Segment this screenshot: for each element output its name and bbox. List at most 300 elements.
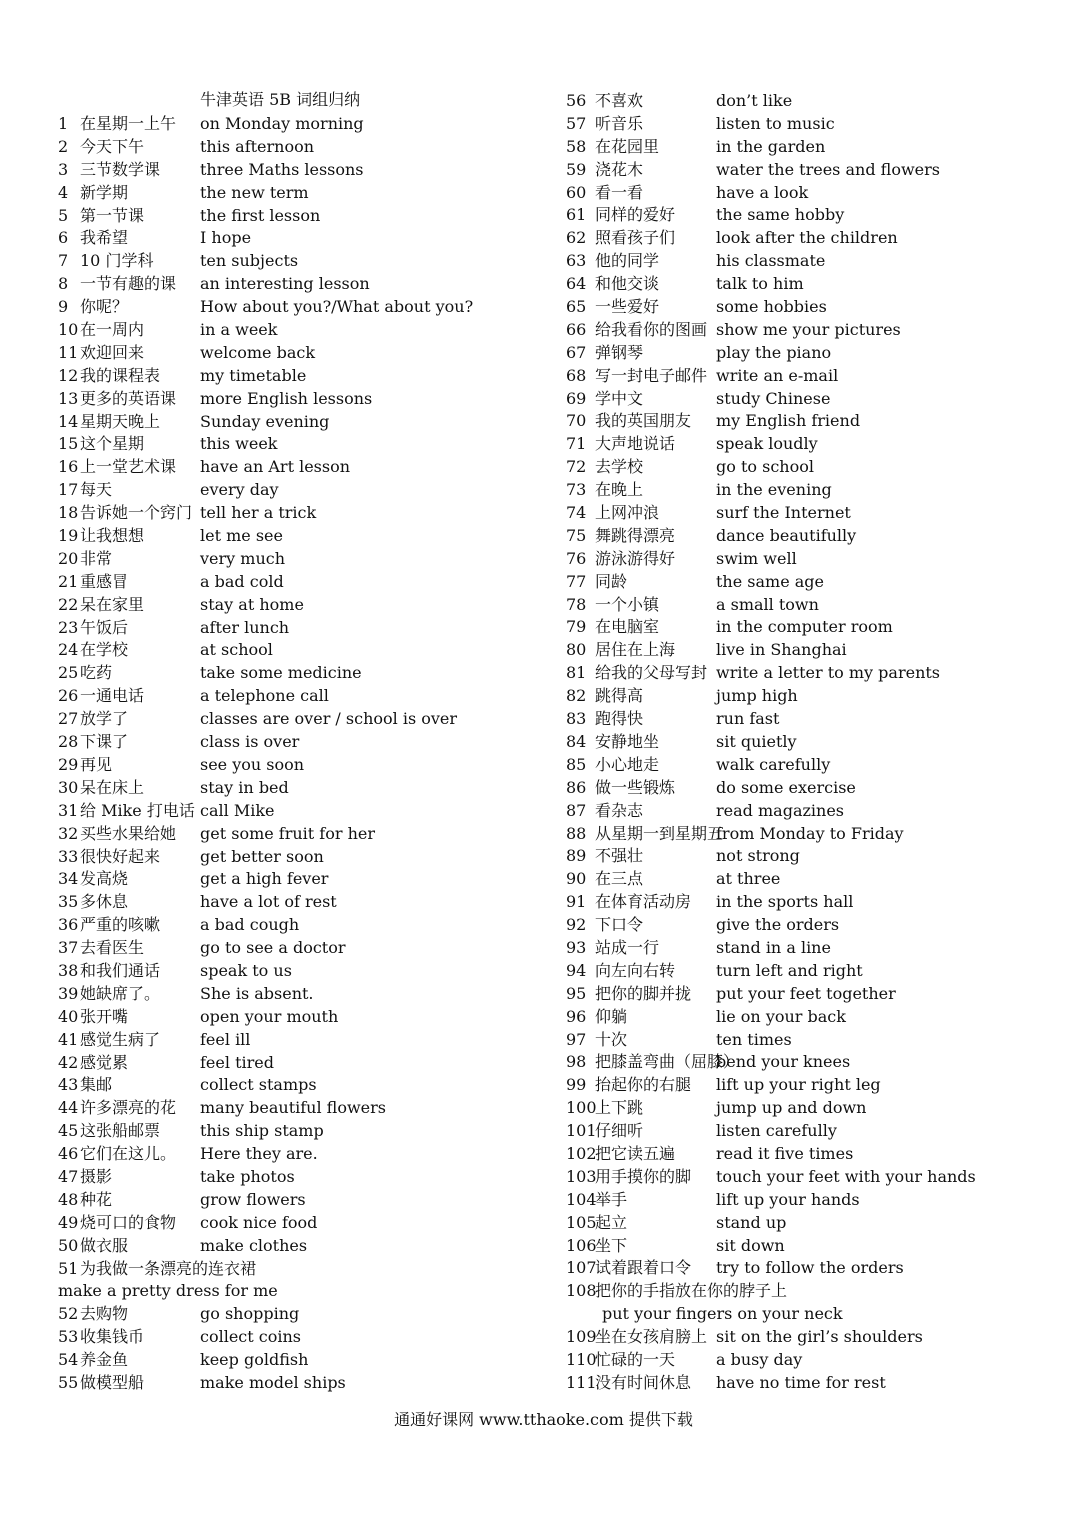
vocab-row [58,502,528,525]
chinese-phrase: 把膝盖弯曲（屈膝） [595,1052,740,1072]
english-phrase: see you soon [200,754,305,774]
vocab-row [58,1280,528,1303]
item-number: 86 [566,777,587,797]
chinese-phrase: 跳得高 [595,686,644,706]
item-number: 94 [566,960,587,980]
item-number: 41 [58,1029,79,1049]
chinese-phrase: 放学了 [80,709,129,729]
item-number: 92 [566,915,587,935]
chinese-phrase: 种花 [80,1189,113,1209]
vocab-row [58,571,528,594]
vocab-row [58,1120,528,1143]
chinese-phrase: 我的英国朋友 [595,411,692,431]
vocab-row [58,296,528,319]
chinese-phrase: 让我想想 [80,526,145,546]
chinese-phrase: 新学期 [80,182,129,202]
english-phrase: a small town [716,594,819,614]
vocab-row [566,1372,1046,1395]
item-number: 15 [58,434,79,454]
vocab-row [566,227,1046,250]
english-phrase: his classmate [716,251,826,271]
vocab-row [566,685,1046,708]
english-phrase: this afternoon [200,136,315,156]
english-phrase: read it five times [716,1143,854,1163]
item-number: 68 [566,365,587,385]
chinese-phrase: 今天下午 [80,136,145,156]
item-number: 78 [566,594,587,614]
item-number: 7 [58,251,69,271]
english-phrase: a bad cold [200,571,284,591]
item-number: 64 [566,274,587,294]
vocab-row [566,1326,1046,1349]
item-number: 28 [58,732,79,752]
vocab-row [58,205,528,228]
english-phrase: water the trees and flowers [716,159,940,179]
vocab-row [58,1166,528,1189]
item-number: 50 [58,1235,79,1255]
english-phrase: open your mouth [200,1006,339,1026]
item-number: 100 [566,1098,597,1118]
chinese-phrase: 她缺席了。 [80,983,161,1003]
english-phrase: lift up your right leg [716,1075,881,1095]
chinese-phrase: 游泳游得好 [595,548,676,568]
item-number: 23 [58,617,79,637]
english-phrase: stand in a line [716,937,831,957]
vocab-row [566,1029,1046,1052]
chinese-phrase: 更多的英语课 [80,388,177,408]
english-phrase: make model ships [200,1372,346,1392]
vocab-row [566,845,1046,868]
vocab-row [58,159,528,182]
chinese-phrase: 在学校 [80,640,129,660]
item-number: 98 [566,1052,587,1072]
chinese-phrase: 坐下 [595,1235,628,1255]
vocab-row [58,662,528,685]
item-number: 51 [58,1258,79,1278]
english-phrase: in the garden [716,136,826,156]
item-number: 67 [566,342,587,362]
vocab-row [58,1029,528,1052]
english-phrase: three Maths lessons [200,159,364,179]
chinese-phrase: 给我看你的图画 [595,319,708,339]
vocab-row [566,1212,1046,1235]
vocab-row [58,1235,528,1258]
item-number: 21 [58,571,79,591]
chinese-phrase: 下口令 [595,915,644,935]
vocab-row [58,365,528,388]
item-number: 42 [58,1052,79,1072]
vocab-row [58,456,528,479]
english-phrase: on Monday morning [200,114,364,133]
english-phrase: do some exercise [716,777,856,797]
item-number: 87 [566,800,587,820]
item-number: 66 [566,319,587,339]
chinese-phrase: 做模型船 [80,1372,145,1392]
item-number: 45 [58,1121,79,1141]
vocab-row [58,1303,528,1326]
chinese-phrase: 去学校 [595,457,644,477]
item-number: 40 [58,1006,79,1026]
vocab-row [566,639,1046,662]
chinese-phrase: 你呢？ [80,297,129,317]
vocab-row [58,113,528,136]
chinese-phrase: 忙碌的一天 [595,1349,676,1369]
right-column [566,90,1046,1395]
item-number: 19 [58,526,79,546]
item-number: 39 [58,983,79,1003]
vocab-row [566,410,1046,433]
vocab-row [58,1052,528,1075]
english-phrase: this week [200,434,278,454]
item-number: 75 [566,525,587,545]
item-number: 111 [566,1372,597,1392]
vocab-row [58,960,528,983]
chinese-phrase: 看一看 [595,182,644,202]
chinese-phrase: 在星期一上午 [80,114,177,133]
english-phrase: after lunch [200,617,290,637]
vocab-row [58,983,528,1006]
english-phrase: run fast [716,709,780,729]
chinese-phrase: 一通电话 [80,686,145,706]
item-number: 8 [58,274,69,294]
item-number: 76 [566,548,587,568]
item-number: 24 [58,640,79,660]
vocab-row [566,754,1046,777]
item-number: 9 [58,297,69,317]
vocab-row [58,227,528,250]
english-phrase: How about you?/What about you? [200,297,474,317]
vocab-row [566,433,1046,456]
english-phrase: I hope [200,228,252,248]
vocab-row [58,846,528,869]
vocab-row [58,868,528,891]
chinese-phrase: 我的课程表 [80,365,161,385]
english-phrase: in the sports hall [716,892,854,912]
item-number: 59 [566,159,587,179]
vocab-row [566,204,1046,227]
item-number: 36 [58,915,79,935]
english-phrase: class is over [200,732,300,752]
item-number: 103 [566,1166,597,1186]
vocab-row [566,983,1046,1006]
chinese-phrase: 张开嘴 [80,1006,129,1026]
chinese-phrase: 很快好起来 [80,846,161,866]
english-phrase: dance beautifully [716,525,857,545]
chinese-phrase: 这个星期 [80,434,145,454]
vocab-row [566,708,1046,731]
item-number: 34 [58,869,79,889]
vocab-row [566,113,1046,136]
item-number: 82 [566,686,587,706]
item-number: 89 [566,846,587,866]
english-phrase: at school [200,640,273,660]
vocab-row [58,1349,528,1372]
chinese-phrase: 舞跳得漂亮 [595,525,676,545]
item-number: 95 [566,983,587,1003]
item-number: 18 [58,503,79,523]
english-phrase: listen carefully [716,1121,837,1141]
english-phrase: speak loudly [716,434,818,454]
item-number: 35 [58,892,79,912]
item-number: 11 [58,342,79,362]
chinese-phrase: 重感冒 [80,571,129,591]
vocab-row [58,548,528,571]
english-phrase: lift up your hands [716,1189,860,1209]
chinese-phrase: 给 Mike 打电话 [80,800,195,820]
item-number: 1 [58,114,69,133]
item-number: 3 [58,159,69,179]
item-number: 97 [566,1029,587,1049]
english-phrase: many beautiful flowers [200,1098,386,1118]
english-phrase: have a lot of rest [200,892,337,912]
english-phrase: sit down [716,1235,785,1255]
chinese-phrase: 同龄 [595,571,628,591]
chinese-phrase: 集邮 [80,1075,113,1095]
vocab-row [566,342,1046,365]
vocab-row [566,1166,1046,1189]
chinese-phrase: 仔细听 [595,1121,644,1141]
vocab-row [566,1303,1046,1326]
chinese-phrase: 严重的咳嗽 [80,915,161,935]
english-phrase: feel tired [200,1052,274,1072]
vocab-row [58,914,528,937]
item-number: 27 [58,709,79,729]
chinese-phrase: 为我做一条漂亮的连衣裙 [80,1258,257,1278]
vocab-row [566,800,1046,823]
english-phrase: jump up and down [716,1098,867,1118]
vocab-row [566,1189,1046,1212]
vocab-row [58,433,528,456]
chinese-phrase: 向左向右转 [595,960,676,980]
chinese-phrase: 呆在床上 [80,777,145,797]
item-number: 63 [566,251,587,271]
item-number: 77 [566,571,587,591]
chinese-phrase: 我希望 [80,228,129,248]
vocab-row [58,777,528,800]
item-number: 88 [566,823,587,843]
vocab-row [566,1143,1046,1166]
chinese-phrase: 养金鱼 [80,1350,129,1370]
vocab-row [566,502,1046,525]
item-number: 91 [566,892,587,912]
chinese-phrase: 三节数学课 [80,159,161,179]
item-number: 13 [58,388,79,408]
item-number: 69 [566,388,587,408]
english-phrase: call Mike [200,800,275,820]
vocab-row [566,296,1046,319]
chinese-phrase: 每天 [80,480,113,500]
english-phrase: go shopping [200,1304,300,1324]
chinese-phrase: 照看孩子们 [595,228,676,248]
chinese-phrase: 看杂志 [595,800,644,820]
english-phrase: go to school [716,457,814,477]
chinese-phrase: 在电脑室 [595,617,660,637]
chinese-phrase: 上下跳 [595,1098,644,1118]
page-title: 牛津英语 5B 词组归纳 [200,90,361,109]
english-phrase: make clothes [200,1235,308,1255]
item-number: 61 [566,205,587,225]
english-phrase: some hobbies [716,297,827,317]
vocab-row [566,548,1046,571]
item-number: 48 [58,1189,79,1209]
chinese-phrase: 买些水果给她 [80,823,177,843]
vocab-row [566,868,1046,891]
vocab-row [58,411,528,434]
item-number: 29 [58,754,79,774]
item-number: 32 [58,823,79,843]
english-phrase: welcome back [200,342,316,362]
chinese-phrase: 星期天晚上 [80,411,161,431]
english-phrase: an interesting lesson [200,274,370,294]
english-phrase: from Monday to Friday [716,823,904,843]
item-number: 5 [58,205,69,225]
vocab-row [58,800,528,823]
english-phrase: sit quietly [716,731,797,751]
english-phrase: stand up [716,1212,787,1232]
english-phrase: my English friend [716,411,861,431]
chinese-phrase: 学中文 [595,388,644,408]
item-number: 106 [566,1235,597,1255]
vocab-row [566,914,1046,937]
chinese-phrase: 做一些锻炼 [595,777,676,797]
item-number: 38 [58,960,79,980]
english-phrase: more English lessons [200,388,373,408]
chinese-phrase: 跑得快 [595,709,644,729]
chinese-phrase: 告诉她一个窍门 [80,503,193,523]
english-phrase: a bad cough [200,915,300,935]
item-number: 52 [58,1304,79,1324]
english-phrase: classes are over / school is over [200,709,458,729]
item-number: 55 [58,1372,79,1392]
chinese-phrase: 站成一行 [595,937,660,957]
item-number: 54 [58,1350,79,1370]
chinese-phrase: 在晚上 [595,480,644,500]
english-phrase: speak to us [200,960,292,980]
item-number: 47 [58,1166,79,1186]
chinese-phrase: 浇花木 [595,159,644,179]
chinese-phrase: 在体育活动房 [595,892,692,912]
item-number: 22 [58,594,79,614]
vocab-row [58,937,528,960]
chinese-phrase: 和我们通话 [80,960,161,980]
chinese-phrase: 起立 [595,1212,628,1232]
item-number: 16 [58,457,79,477]
english-phrase: a busy day [716,1349,803,1369]
vocab-row [58,1326,528,1349]
item-number: 33 [58,846,79,866]
english-phrase: read magazines [716,800,845,820]
english-phrase: stay in bed [200,777,289,797]
vocab-row [566,365,1046,388]
chinese-phrase: 收集钱币 [80,1327,145,1347]
english-phrase: get better soon [200,846,324,866]
item-number: 65 [566,297,587,317]
vocab-row [566,319,1046,342]
vocab-row [566,891,1046,914]
vocab-row [566,456,1046,479]
english-phrase: this ship stamp [200,1121,324,1141]
vocab-row [58,479,528,502]
english-phrase: ten subjects [200,251,299,271]
vocab-row [58,250,528,273]
vocab-row [566,1097,1046,1120]
english-phrase: cook nice food [200,1212,318,1232]
vocab-row [566,273,1046,296]
english-phrase: not strong [716,846,800,866]
chinese-phrase: 去购物 [80,1304,129,1324]
chinese-phrase: 感觉累 [80,1052,129,1072]
english-phrase: the new term [200,182,309,202]
english-phrase: bend your knees [716,1052,851,1072]
english-phrase: show me your pictures [716,319,901,339]
english-phrase: a telephone call [200,686,329,706]
item-number: 93 [566,937,587,957]
vocab-row [58,273,528,296]
chinese-phrase: 没有时间休息 [595,1372,692,1392]
chinese-phrase: 在三点 [595,869,644,889]
english-phrase: have an Art lesson [200,457,351,477]
english-phrase: talk to him [716,274,804,294]
item-number: 56 [566,91,587,110]
item-number: 107 [566,1258,597,1278]
chinese-phrase: 从星期一到星期五 [595,823,724,843]
english-phrase: swim well [716,548,797,568]
chinese-phrase: 许多漂亮的花 [80,1098,177,1118]
chinese-phrase: 烧可口的食物 [80,1212,177,1232]
english-phrase: in a week [200,320,278,340]
english-phrase: go to see a doctor [200,938,346,958]
item-number: 72 [566,457,587,477]
vocab-row [58,731,528,754]
vocab-row [58,1189,528,1212]
vocab-row [58,708,528,731]
chinese-phrase: 这张船邮票 [80,1121,161,1141]
vocab-row [566,1235,1046,1258]
item-number: 105 [566,1212,597,1232]
vocab-row [566,479,1046,502]
item-number: 83 [566,709,587,729]
item-number: 81 [566,663,587,683]
item-number: 14 [58,411,79,431]
chinese-phrase: 一个小镇 [595,594,660,614]
chinese-phrase: 十次 [595,1029,628,1049]
chinese-phrase: 一些爱好 [595,297,660,317]
chinese-phrase: 把你的手指放在你的脖子上 [595,1281,788,1301]
english-phrase: jump high [716,686,798,706]
chinese-phrase: 摄影 [80,1166,113,1186]
item-number: 4 [58,182,69,202]
chinese-phrase: 试着跟着口令 [595,1258,692,1278]
chinese-phrase: 多休息 [80,892,129,912]
vocab-row [58,1212,528,1235]
chinese-phrase: 弹钢琴 [595,342,644,362]
english-phrase: every day [200,480,279,500]
vocab-row [58,1372,528,1395]
english-phrase: touch your feet with your hands [716,1166,976,1186]
item-number: 12 [58,365,79,385]
english-phrase: have no time for rest [716,1372,886,1392]
vocab-row [566,1257,1046,1280]
chinese-phrase: 安静地坐 [595,731,660,751]
english-phrase: don’t like [716,91,793,110]
chinese-phrase: 它们在这儿。 [80,1144,177,1164]
chinese-phrase: 呆在家里 [80,594,145,614]
vocab-row [566,616,1046,639]
chinese-phrase: 不喜欢 [595,91,644,110]
item-number: 74 [566,503,587,523]
item-number: 25 [58,663,79,683]
vocab-row [58,388,528,411]
